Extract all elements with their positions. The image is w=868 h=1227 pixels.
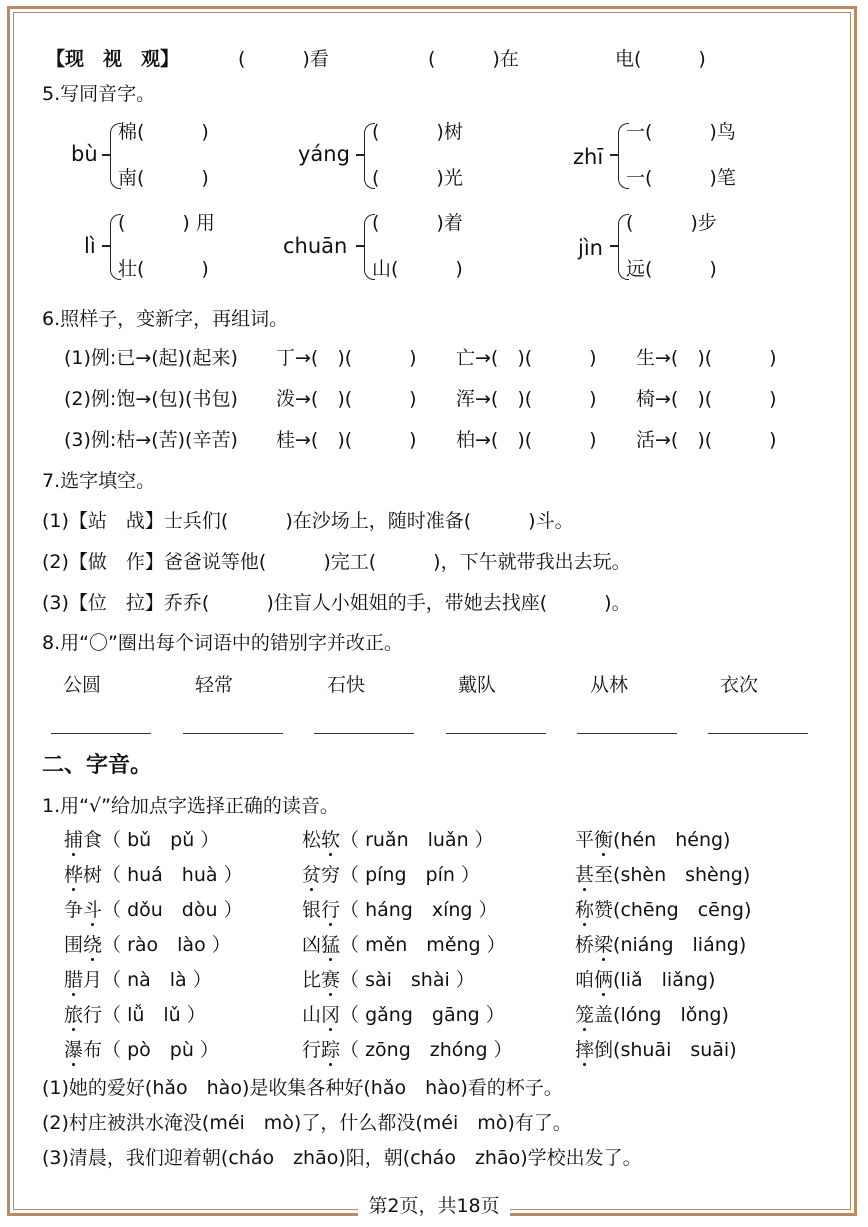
pron-char: 称 [575, 899, 595, 921]
q6-title: 6.照样子，变新字，再组词。 [42, 308, 289, 330]
pron-char: 赛 [321, 969, 341, 991]
pron-options: （ píng pín ） [340, 864, 480, 886]
pron-char: 行 [302, 1039, 322, 1061]
answer-line [708, 733, 808, 734]
q6-example: (2)例:饱→(包)(书包) [64, 388, 238, 410]
pron-char: 踪 [321, 1039, 341, 1061]
pron-char: 松 [302, 829, 322, 851]
pinyin-chuan: chuān [283, 234, 348, 258]
pron-char: 贫 [302, 864, 322, 886]
pron-item [575, 933, 746, 957]
pron-item [64, 863, 243, 887]
q6-item: 亡→( )( ) [456, 347, 597, 369]
pron-item [575, 863, 750, 887]
pron-options: （ rào lào ） [102, 934, 231, 956]
pron-char: 平 [575, 829, 595, 851]
q6-example: (3)例:枯→(苦)(辛苦) [64, 429, 238, 451]
pron-options: (liǎ liǎng) [613, 969, 716, 991]
answer-line [183, 733, 283, 734]
group-line: ( )步 [626, 212, 717, 234]
pron-char: 行 [321, 899, 341, 921]
q8-word: 从林 [590, 674, 629, 696]
pron-char: 倒 [594, 1039, 614, 1061]
pron-item [64, 898, 243, 922]
q8-word: 戴队 [458, 674, 497, 696]
pron-options: (lóng lǒng) [613, 1004, 729, 1026]
answer-line [314, 733, 414, 734]
pron-options: (shuāi suāi) [613, 1039, 737, 1061]
pron-char: 至 [594, 864, 614, 886]
pron-item [302, 863, 480, 887]
pron-item [302, 1003, 505, 1027]
q7-title: 7.选字填空。 [42, 470, 156, 492]
q7-line: (3)【位 拉】乔乔( )住盲人小姐姐的手，带她去找座( )。 [42, 592, 631, 614]
blank-b: ( )在 [428, 48, 519, 70]
q5-title: 5.写同音字。 [42, 83, 156, 105]
q6-item: 柏→( )( ) [456, 429, 597, 451]
pron-item [302, 933, 506, 957]
pron-char: 衡 [594, 829, 614, 851]
pron-char: 银 [302, 899, 322, 921]
q7-line: (1)【站 战】士兵们( )在沙场上，随时准备( )斗。 [42, 510, 574, 532]
group-line: ( ) 用 [118, 212, 215, 234]
pinyin-yang: yáng [298, 142, 350, 166]
q8-word: 石快 [327, 674, 366, 696]
group-line: ( )光 [372, 167, 463, 189]
pron-options: (chēng cēng) [613, 899, 752, 921]
group-line: 远( ) [626, 258, 717, 280]
q8-word: 衣次 [720, 674, 759, 696]
group-line: ( )树 [372, 121, 463, 143]
pron-options: （ ruǎn luǎn ） [340, 829, 494, 851]
pron-char: 山 [302, 1004, 322, 1026]
pron-char: 摔 [575, 1039, 595, 1061]
pron-char: 捕 [64, 829, 84, 851]
pron-char: 穷 [321, 864, 341, 886]
pron-item [64, 1003, 206, 1027]
group-line: 南( ) [118, 167, 209, 189]
pron-options: （ dǒu dòu ） [102, 899, 243, 921]
q6-item: 浑→( )( ) [456, 388, 597, 410]
pron-item [64, 968, 212, 992]
pron-char: 凶 [302, 934, 322, 956]
pron-char: 绕 [83, 934, 103, 956]
pron-options: （ sài shài ） [340, 969, 475, 991]
pron-item [302, 898, 498, 922]
pron-options: （ pò pù ） [102, 1039, 219, 1061]
pron-options: (shèn shèng) [613, 864, 751, 886]
pron-char: 食 [83, 829, 103, 851]
q8-title: 8.用“〇”圈出每个词语中的错别字并改正。 [42, 632, 403, 654]
section-heading: 二、字音。 [42, 753, 153, 778]
pinyin-zhi: zhī [573, 145, 604, 169]
pron-item [302, 828, 494, 852]
q8-word: 轻常 [195, 674, 234, 696]
pron-item [64, 828, 219, 852]
q7-line: (2)【做 作】爸爸说等他( )完工( )，下午就带我出去玩。 [42, 551, 631, 573]
pron-item [575, 1003, 729, 1027]
pron-char: 比 [302, 969, 322, 991]
q6-item: 活→( )( ) [636, 429, 777, 451]
q6-item: 桂→( )( ) [276, 429, 417, 451]
pron-options: （ bǔ pǔ ） [102, 829, 220, 851]
pron-options: （ huá huà ） [102, 864, 243, 886]
pron-char: 软 [321, 829, 341, 851]
pron-char: 盖 [594, 1004, 614, 1026]
blank-a: ( )看 [238, 48, 329, 70]
q6-example: (1)例:已→(起)(起来) [64, 347, 238, 369]
answer-line [51, 733, 151, 734]
pron-char: 争 [64, 899, 84, 921]
pron-item [575, 898, 751, 922]
answer-line [577, 733, 677, 734]
pron-char: 行 [83, 1004, 103, 1026]
pron-options: (hén héng) [613, 829, 731, 851]
pron-char: 甚 [575, 864, 595, 886]
pron-char: 瀑 [64, 1039, 84, 1061]
pron-options: （ lǚ lǔ ） [102, 1004, 206, 1026]
q8-word: 公圆 [63, 674, 102, 696]
q6-item: 丁→( )( ) [276, 347, 417, 369]
sentence: (3)清晨，我们迎着朝(cháo zhāo)阳，朝(cháo zhāo)学校出发了。 [42, 1147, 642, 1169]
pron-options: （ zōng zhóng ） [340, 1039, 513, 1061]
q6-item: 生→( )( ) [636, 347, 777, 369]
pron-char: 梁 [594, 934, 614, 956]
group-line: ( )着 [372, 212, 463, 234]
pron-item [64, 1038, 219, 1062]
pron-item [575, 1038, 737, 1062]
q1-title: 1.用“√”给加点字选择正确的读音。 [42, 795, 339, 817]
group-line: 一( )鸟 [626, 121, 736, 143]
pron-char: 斗 [83, 899, 103, 921]
pron-char: 笼 [575, 1004, 595, 1026]
char-group-label: 【现 视 观】 [46, 48, 180, 70]
pron-item [64, 933, 231, 957]
pron-char: 桦 [64, 864, 84, 886]
pron-char: 围 [64, 934, 84, 956]
pinyin-bu: bù [71, 142, 98, 166]
pinyin-li: lì [84, 234, 96, 258]
sentence: (2)村庄被洪水淹没(méi mò)了，什么都没(méi mò)有了。 [42, 1112, 572, 1134]
blank-c: 电( ) [615, 48, 706, 70]
pron-item [302, 1038, 513, 1062]
pron-char: 猛 [321, 934, 341, 956]
pron-char: 咱 [575, 969, 595, 991]
pron-char: 布 [83, 1039, 103, 1061]
pron-item [575, 968, 715, 992]
pron-options: （ nà là ） [102, 969, 212, 991]
pron-options: (niáng liáng) [613, 934, 747, 956]
pron-char: 桥 [575, 934, 595, 956]
pron-char: 冈 [321, 1004, 341, 1026]
pron-options: （ háng xíng ） [340, 899, 498, 921]
page-footer: 第2页，共18页 [358, 1192, 510, 1226]
answer-line [446, 733, 546, 734]
q6-item: 椅→( )( ) [636, 388, 777, 410]
group-line: 壮( ) [118, 258, 209, 280]
pron-options: （ měn měng ） [340, 934, 506, 956]
pron-char: 俩 [594, 969, 614, 991]
sentence: (1)她的爱好(hǎo hào)是收集各种好(hǎo hào)看的杯子。 [42, 1077, 563, 1099]
pron-char: 月 [83, 969, 103, 991]
group-line: 棉( ) [118, 121, 209, 143]
pron-char: 腊 [64, 969, 84, 991]
pron-char: 赞 [594, 899, 614, 921]
pinyin-jin: jìn [578, 236, 603, 260]
pron-options: （ gǎng gāng ） [340, 1004, 505, 1026]
pron-char: 树 [83, 864, 103, 886]
group-line: 一( )笔 [626, 167, 736, 189]
q6-item: 泼→( )( ) [276, 388, 417, 410]
pron-item [302, 968, 475, 992]
pron-item [575, 828, 730, 852]
pron-char: 旅 [64, 1004, 84, 1026]
group-line: 山( ) [372, 258, 463, 280]
